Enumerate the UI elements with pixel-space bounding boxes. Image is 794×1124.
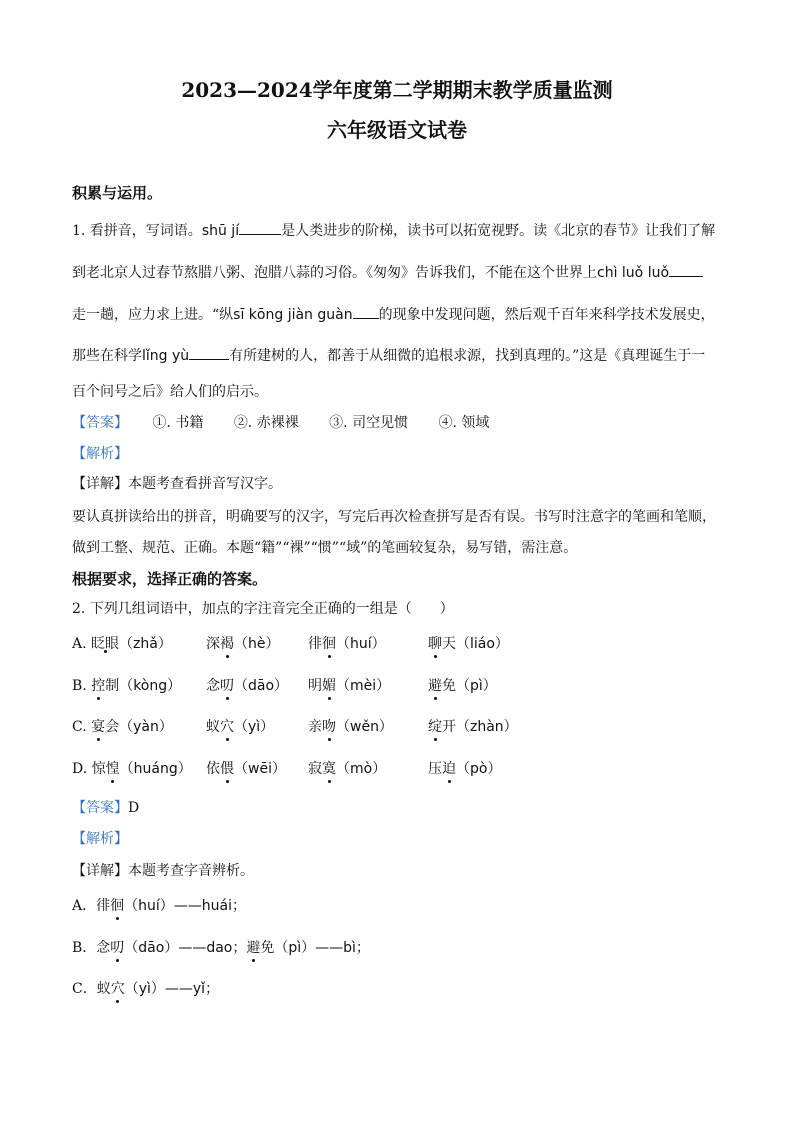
q1-line-3: 走一趟，应力求上进。“纵sī kōng jiàn guàn 的现象中发现问题，然后观千百年来科学技术发展史， [72,304,715,324]
page-title: 2023—2024学年度第二学期期末教学质量监测 [181,78,613,102]
analysis-tag: 【解析】 [72,446,128,462]
option-word [308,633,386,653]
q1-line-1: 1. 看拼音，写词语。shū jí 是人类进步的阶梯，读书可以拓宽视野。读《北京的春节》让我们了解 [72,220,715,240]
q1-line-4: 那些在科学lǐng yù 有所建树的人，都善于从细微的追根求源，找到真理的。”这是《真理诞生于一 [72,345,705,365]
word-text: 压 [428,761,442,777]
word-text: 亲 [308,719,322,735]
pinyin-annotation: （pì） [456,678,497,694]
word-text: A. 眨 [72,636,106,652]
option-word [206,716,274,736]
word-text: 明 [308,678,322,694]
dotted-character: 褐 [220,633,234,653]
q1-detail: 【详解】本题考查看拼音写汉字。 [72,476,282,492]
dotted-character: 穴 [220,716,234,736]
pinyin-annotation: （yàn） [119,719,173,735]
word-text: 制 [105,678,120,694]
q1-line-2: 到老北京人过春节熬腊八粥、泡腊八蒜的习俗。《匆匆》告诉我们，不能在这个世界上chì luǒ luǒ [72,262,703,282]
pinyin-shuji: shū jí [201,223,240,239]
answer-item: ②. 赤裸裸 [233,415,299,431]
dotted-character: 聊 [428,633,442,653]
option-word [308,758,386,778]
word-text: 徘 [308,636,322,652]
q1-explanation-2: 做到工整、规范、正确。本题“籍”“裸”“惯”“域”的笔画较复杂，易写错，需注意。 [72,540,578,556]
dotted-character: 寞 [322,758,336,778]
q2-analysis-c: C．蚁穴（yì）——yǐ； [72,978,219,998]
word-text: 眼 [105,636,120,652]
q2-answer-row [72,797,139,817]
option-word [72,716,173,736]
pinyin-annotation: （huí） [336,636,386,652]
word-text: 免 [442,678,456,694]
word-text: 蚁 [206,719,220,735]
word-text: C. [72,719,92,735]
answer-item: ④. 领域 [438,415,490,431]
q2-analysis-a: A．徘徊（huí）——huái； [72,895,246,915]
word-text: 会 [105,719,120,735]
option-word [428,633,509,653]
dotted-character: 迫 [442,758,456,778]
dotted-character: 宴 [91,716,105,736]
option-word [206,758,286,778]
pinyin-annotation: （zhàn） [456,719,518,735]
answer-blank-2[interactable] [669,262,703,277]
q2-answer: D [128,800,140,816]
pinyin-annotation: （wěn） [336,719,393,735]
pinyin-annotation: （pò） [456,761,502,777]
option-word [428,758,501,778]
answer-tag: 【答案】 [72,415,128,431]
word-text: B. [72,678,92,694]
dotted-character: 叨 [220,675,234,695]
option-word [308,675,390,695]
option-word [72,675,181,695]
pinyin-annotation: （mò） [336,761,387,777]
dotted-character: 绽 [428,716,442,736]
pinyin-annotation: （mèi） [336,678,391,694]
q2-stem: 2. 下列几组词语中，加点的字注音完全正确的一组是（ ） [72,601,454,617]
analysis-tag: 【解析】 [72,831,128,847]
pinyin-sikongjianguan: sī kōng jiàn guàn [233,307,353,323]
option-word [428,675,497,695]
q1-line-5: 百个问号之后》给人们的启示。 [72,384,268,400]
answer-tag: 【答案】 [72,800,128,816]
dotted-character: 偎 [220,758,234,778]
pinyin-annotation: （yì） [234,719,275,735]
word-text: 念 [206,678,220,694]
dotted-character: 徊 [322,633,336,653]
dotted-character: 惶 [106,758,120,778]
answer-blank-1[interactable] [239,220,281,235]
section-heading-accumulation: 积累与运用。 [72,184,163,202]
section-heading-choice: 根据要求，选择正确的答案。 [72,570,268,588]
pinyin-annotation: （wēi） [234,761,286,777]
q1-explanation-1: 要认真拼读给出的拼音，明确要写的汉字，写完后再次检查拼写是否有误。书写时注意字的笔画和笔顺， [72,509,716,525]
answer-blank-3[interactable] [353,304,379,319]
answer-item: ③. 司空见惯 [329,415,409,431]
page-subtitle: 六年级语文试卷 [327,118,467,142]
answer-blank-4[interactable] [189,345,229,360]
dotted-character: 控 [91,675,105,695]
option-word [428,716,518,736]
q1-answer-row [72,412,489,432]
pinyin-annotation: （zhǎ） [119,636,172,652]
dotted-character: 媚 [322,675,336,695]
word-text: 开 [442,719,456,735]
option-word [206,633,280,653]
pinyin-annotation: （dāo） [234,678,289,694]
pinyin-annotation: （kòng） [119,678,182,694]
option-word [72,633,172,653]
pinyin-chiluoluo: chì luǒ luǒ [597,265,670,281]
word-text: 天 [442,636,456,652]
option-word [206,675,288,695]
q2-analysis-b: B．念叨（dāo）——dao；避免（pì）——bì； [72,937,370,957]
option-word [72,758,192,778]
pinyin-annotation: （hè） [234,636,280,652]
word-text: D. 惊 [72,761,106,777]
q2-detail: 【详解】本题考查字音辨析。 [72,863,254,879]
dotted-character: 避 [428,675,442,695]
option-word [308,716,393,736]
word-text: 依 [206,761,220,777]
answer-item: ①. 书籍 [152,415,204,431]
word-text: 深 [206,636,220,652]
pinyin-annotation: （liáo） [456,636,509,652]
dotted-character: 吻 [322,716,336,736]
word-text: 寂 [308,761,322,777]
pinyin-annotation: （huáng） [119,761,192,777]
pinyin-lingyu: lǐng yù [142,348,190,364]
